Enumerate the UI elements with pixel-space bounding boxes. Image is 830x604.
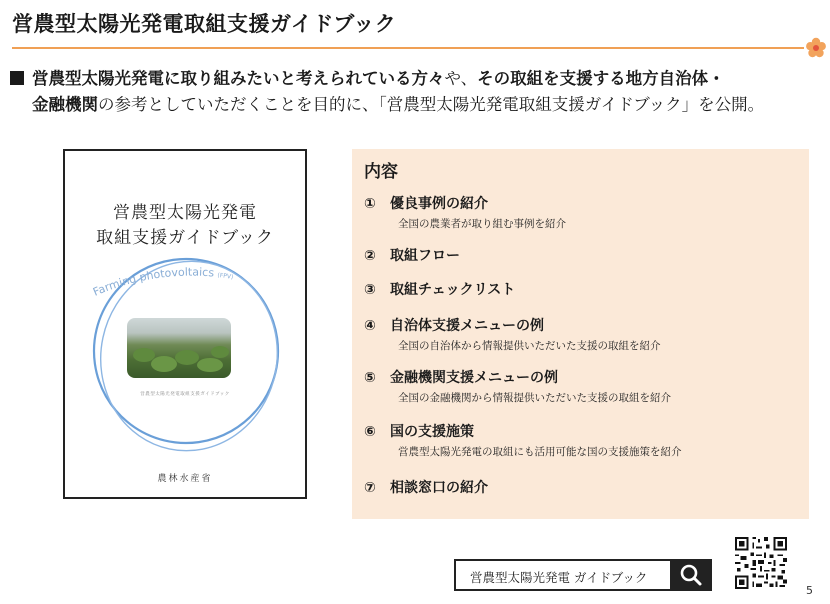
page-title: 営農型太陽光発電取組支援ガイドブック bbox=[12, 12, 397, 36]
cover-small-caption: 営農型太陽光発電取組支援ガイドブック bbox=[140, 392, 230, 397]
cover-photo-farm bbox=[127, 318, 231, 378]
item-title: 金融機関支援メニューの例 bbox=[390, 370, 558, 386]
contents-item-2 bbox=[364, 245, 460, 265]
bullet-square-icon bbox=[10, 71, 24, 85]
item-subtitle: 全国の自治体から情報提供いただいた支援の取組を紹介 bbox=[398, 340, 661, 352]
guidebook-cover bbox=[63, 149, 307, 499]
cover-title-line2: 取組支援ガイドブック bbox=[96, 228, 274, 248]
title-underline bbox=[12, 47, 804, 49]
flower-icon bbox=[805, 37, 827, 59]
cover-title bbox=[65, 201, 305, 251]
item-number: ③ bbox=[364, 282, 376, 298]
item-number: ⑦ bbox=[364, 480, 376, 496]
lead-line2-rest: の参考としていただくことを目的に、「営農型太陽光発電取組支援ガイドブック」を公開。 bbox=[98, 95, 765, 114]
qr-code-icon[interactable] bbox=[733, 535, 789, 591]
item-subtitle: 全国の農業者が取り組む事例を紹介 bbox=[398, 218, 566, 230]
lead-line1-bold: 営農型太陽光発電に取り組みたいと考えられている方々 bbox=[32, 69, 445, 88]
search-box[interactable] bbox=[454, 559, 712, 591]
item-title: 相談窓口の紹介 bbox=[390, 480, 488, 496]
search-button[interactable] bbox=[670, 559, 712, 591]
cover-title-line1: 営農型太陽光発電 bbox=[113, 203, 257, 223]
contents-item-3 bbox=[364, 279, 515, 299]
contents-item-1 bbox=[364, 193, 566, 231]
lead-line1-bold2: その取組を支援する地方自治体・ bbox=[477, 69, 725, 88]
item-subtitle: 全国の金融機関から情報提供いただいた支援の取組を紹介 bbox=[398, 392, 671, 404]
cover-publisher: 農林水産省 bbox=[157, 474, 213, 484]
search-input[interactable]: 営農型太陽光発電 ガイドブック bbox=[470, 570, 648, 585]
contents-heading: 内容 bbox=[364, 162, 398, 182]
search-icon bbox=[670, 559, 712, 591]
item-title: 優良事例の紹介 bbox=[390, 196, 488, 212]
contents-item-7 bbox=[364, 477, 488, 497]
item-number: ⑥ bbox=[364, 424, 376, 440]
item-number: ④ bbox=[364, 318, 376, 334]
lead-paragraph bbox=[10, 66, 825, 118]
page-number: 5 bbox=[806, 584, 813, 597]
contents-panel bbox=[352, 149, 809, 519]
item-subtitle: 営農型太陽光発電の取組にも活用可能な国の支援施策を紹介 bbox=[398, 446, 682, 458]
contents-item-4 bbox=[364, 315, 661, 353]
item-number: ① bbox=[364, 196, 376, 212]
lead-line1-mid: や、 bbox=[444, 69, 478, 88]
item-title: 取組チェックリスト bbox=[390, 282, 516, 298]
item-title: 国の支援施策 bbox=[390, 424, 474, 440]
item-number: ⑤ bbox=[364, 370, 376, 386]
cover-curved-text: Farming photovoltaics (FPV) bbox=[91, 265, 234, 299]
item-title: 取組フロー bbox=[390, 248, 460, 264]
item-title: 自治体支援メニューの例 bbox=[390, 318, 544, 334]
item-number: ② bbox=[364, 248, 376, 264]
contents-item-6 bbox=[364, 421, 682, 459]
lead-line2-bold: 金融機関 bbox=[32, 95, 98, 114]
contents-item-5 bbox=[364, 367, 671, 405]
